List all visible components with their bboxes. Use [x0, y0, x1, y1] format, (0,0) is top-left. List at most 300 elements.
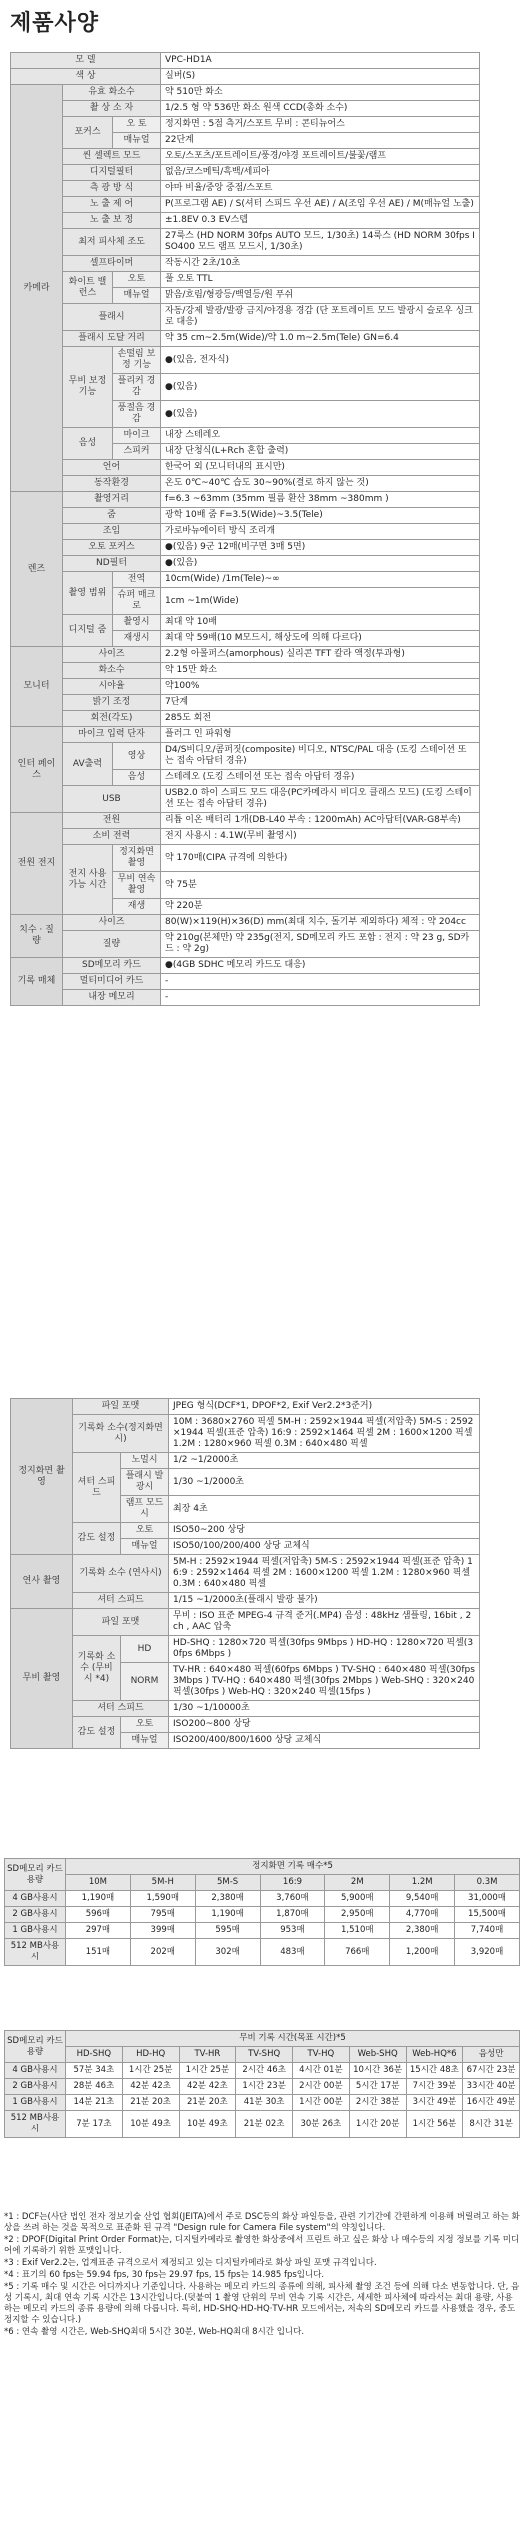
table-cell: 2,950매: [325, 1907, 390, 1923]
item-label: 화소수: [63, 663, 161, 679]
spec-row: [11, 931, 480, 958]
item-value: 1/30 ~1/10000초: [169, 1701, 480, 1717]
table-cell: 595매: [195, 1923, 260, 1939]
item-label: 셀프타이머: [63, 256, 161, 272]
item-value: f=6.3 ~63mm (35mm 필름 환산 38mm ~380mm ): [161, 492, 480, 508]
table-cell: 41분 30초: [236, 2095, 293, 2111]
table-cell: 1,200매: [390, 1939, 455, 1966]
table-cell: 15시간 48초: [406, 2063, 463, 2079]
corner-cell: SD메모리 카드 용량: [5, 1859, 66, 1891]
table-cell: 1,590매: [130, 1891, 195, 1907]
sub-label: 정지화면 촬영: [113, 845, 161, 872]
item-value: 스테레오 (도킹 스테이션 또는 접속 아답터 경유): [161, 770, 480, 786]
table-row: [5, 2063, 520, 2079]
spec-row: [11, 165, 480, 181]
table-cell: 1시간 23분: [236, 2079, 293, 2095]
spec-row: [11, 813, 480, 829]
spec-row: [11, 476, 480, 492]
item-value: 실버(S): [161, 69, 480, 85]
item-label: 감도 설정: [73, 1523, 121, 1555]
item-label: 회전(각도): [63, 711, 161, 727]
item-value: 광학 10배 줌 F=3.5(Wide)~3.5(Tele): [161, 508, 480, 524]
item-value: 자동/강제 발광/발광 금지/야경용 경감 (단 포트레이트 모드 발광시 슬로우 싱크로 대응): [161, 304, 480, 331]
table-cell: 1,190매: [66, 1891, 131, 1907]
item-value: 가로바뉴에이터 방식 조리개: [161, 524, 480, 540]
spec-row: [11, 845, 480, 872]
table-cell: 2,380매: [195, 1891, 260, 1907]
item-value: 285도 회전: [161, 711, 480, 727]
group-label: 인터 페이스: [11, 727, 63, 813]
item-label: 촬영거리: [63, 492, 161, 508]
table-cell: 302매: [195, 1939, 260, 1966]
group-header: 무비 기록 시간(목표 시간)*5: [66, 2031, 520, 2047]
table-cell: 5,900매: [325, 1891, 390, 1907]
item-value: 약 510만 화소: [161, 85, 480, 101]
table-cell: 7시간 39분: [406, 2079, 463, 2095]
sub-label: 플래시 발광시: [121, 1469, 169, 1496]
item-value: ●(있음): [161, 401, 480, 428]
table-row: [5, 2111, 520, 2138]
spec-row: [11, 1453, 480, 1469]
item-value: 1cm ~1m(Wide): [161, 588, 480, 615]
item-label: 언어: [63, 460, 161, 476]
item-label: 기록화 소수 (연사시): [73, 1555, 169, 1593]
row-header: 512 MB사용시: [5, 2111, 66, 2138]
column-header: TV-HQ: [293, 2047, 350, 2063]
item-value: ●(있음): [161, 556, 480, 572]
item-value: 약100%: [161, 679, 480, 695]
table-row: [5, 1907, 520, 1923]
spec-row: [11, 1636, 480, 1663]
item-value: 내장 단청식(L+Rch 혼합 출력): [161, 444, 480, 460]
column-header: HD-SHQ: [66, 2047, 123, 2063]
item-value: 최대 약 59배(10 M모드시, 해상도에 의해 다르다): [161, 631, 480, 647]
item-value: 플러그 인 파워형: [161, 727, 480, 743]
item-value: ●(4GB SDHC 메모리 카드도 대응): [161, 958, 480, 974]
item-value: HD-SHQ : 1280×720 픽셀(30fps 9Mbps ) HD-HQ : 1280×720 픽셀(30fps 6Mbps ): [169, 1636, 480, 1663]
corner-cell: SD메모리 카드 용량: [5, 2031, 66, 2063]
footnote: *5 : 기록 매수 및 시간은 어디까지나 기준입니다. 사용하는 메모리 카드의 종류에 의해, 피사체 촬영 조건 등에 의해 다소 변동합니다. 단, 음성 기록시, 최대 연속 기록 시간은 13시간입니다.(덧붙여 1 촬영 단위의 무비 연속 기록 시간은, 세세한 피사체에 따라서는 최대 용량, 사용하는 메모리 카드의 종류 용량에 의해 다릅니다. 특히, HD-SHQ·HD-HQ·TV-HR 모드에서는, 저속의 SD메모리 카드를 사용했을 경우, 중도 정지할 수 있습니다.): [4, 2282, 520, 2325]
group-label: 정지화면 촬영: [11, 1399, 73, 1555]
item-label: 색 상: [11, 69, 161, 85]
row-header: 512 MB사용시: [5, 1939, 66, 1966]
item-value: 약 15만 화소: [161, 663, 480, 679]
item-value: P(프로그램 AE) / S(셔터 스피드 우선 AE) / A(조임 우선 AE) / M(매뉴얼 노출): [161, 197, 480, 213]
footnote: *2 : DPOF(Digital Print Order Format)는, 디지털카메라로 촬영한 화상중에서 프린트 하고 싶은 화상 나 매수등의 지정 정보를 기록 미디어에 기록하기 위한 포맷입니다.: [4, 2235, 520, 2256]
table-cell: 1시간 56분: [406, 2111, 463, 2138]
item-label: 최저 피사체 조도: [63, 229, 161, 256]
spec-row: [11, 272, 480, 288]
item-value: 1/30 ~1/2000초: [169, 1469, 480, 1496]
item-label: 파일 포맷: [73, 1399, 169, 1415]
spec-row: [11, 679, 480, 695]
group-header: 정지화면 기록 매수*5: [66, 1859, 520, 1875]
item-label: 디지털필터: [63, 165, 161, 181]
table-cell: 9,540매: [390, 1891, 455, 1907]
item-value: 1/2 ~1/2000초: [169, 1453, 480, 1469]
table-cell: 42분 42초: [122, 2079, 179, 2095]
item-value: 7단계: [161, 695, 480, 711]
table-cell: 14분 21초: [66, 2095, 123, 2111]
column-header: HD-HQ: [122, 2047, 179, 2063]
table-cell: 795매: [130, 1907, 195, 1923]
item-label: 파일 포맷: [73, 1609, 169, 1636]
table-cell: 1시간 20분: [349, 2111, 406, 2138]
sub-label: 오토: [113, 272, 161, 288]
spec-row: [11, 1523, 480, 1539]
item-value: 22단계: [161, 133, 480, 149]
item-label: 전원: [63, 813, 161, 829]
table-cell: 297매: [66, 1923, 131, 1939]
sub-label: 손떨림 보정 기능: [113, 347, 161, 374]
spec-row: [11, 1399, 480, 1415]
table-cell: 1,190매: [195, 1907, 260, 1923]
item-value: 80(W)×119(H)×36(D) mm(최대 치수, 돌기부 제외하다) 체적 : 약 204cc: [161, 915, 480, 931]
spec-row: [11, 69, 480, 85]
column-header: 0.3M: [455, 1875, 520, 1891]
table-cell: 1시간 00분: [293, 2095, 350, 2111]
sub-label: 스피커: [113, 444, 161, 460]
spec-row: [11, 1593, 480, 1609]
spec-row: [11, 428, 480, 444]
item-label: 사이즈: [63, 647, 161, 663]
item-value: 약 35 cm~2.5m(Wide)/약 1.0 m~2.5m(Tele) GN=6.4: [161, 331, 480, 347]
item-value: 1/15 ~1/2000초(플래시 발광 불가): [169, 1593, 480, 1609]
item-value: 5M-H : 2592×1944 픽셀(저압축) 5M-S : 2592×1944 픽셀(표준 압축) 16:9 : 2592×1464 픽셀 2M : 1600×1200 픽셀 1.2M : 1280×960 픽셀 0.3M : 640×480 픽셀: [169, 1555, 480, 1593]
column-header: Web-SHQ: [349, 2047, 406, 2063]
column-header: 10M: [66, 1875, 131, 1891]
spec-row: [11, 1609, 480, 1636]
table-row: [5, 2095, 520, 2111]
item-label: 사이즈: [63, 915, 161, 931]
spec-row: [11, 540, 480, 556]
sub-label: NORM: [121, 1663, 169, 1701]
item-value: 최대 약 10배: [161, 615, 480, 631]
table-cell: 2,380매: [390, 1923, 455, 1939]
table-cell: 399매: [130, 1923, 195, 1939]
item-value: 리튬 이온 배터리 1개(DB-L40 부속 : 1200mAh) AC아답터(VAR-G8부속): [161, 813, 480, 829]
item-label: 내장 메모리: [63, 990, 161, 1006]
item-value: 약 220분: [161, 899, 480, 915]
spec-row: [11, 572, 480, 588]
sub-label: 매뉴얼: [113, 288, 161, 304]
spec-row: [11, 229, 480, 256]
sub-label: 마이크: [113, 428, 161, 444]
group-label: 연사 촬영: [11, 1555, 73, 1609]
spec-row: [11, 197, 480, 213]
item-label: 동작환경: [63, 476, 161, 492]
table-row: [5, 1891, 520, 1907]
item-value: 약 170매(CIPA 규격에 의한다): [161, 845, 480, 872]
item-value: ±1.8EV 0.3 EV스텝: [161, 213, 480, 229]
group-label: 모니터: [11, 647, 63, 727]
item-value: -: [161, 974, 480, 990]
item-value: 27룩스 (HD NORM 30fps AUTO 모드, 1/30초) 14룩스 (HD NORM 30fps ISO400 모드 램프 모드시, 1/30초): [161, 229, 480, 256]
table-cell: 10분 49초: [179, 2111, 236, 2138]
footnote: *4 : 표기의 60 fps는 59.94 fps, 30 fps는 29.97 fps, 15 fps는 14.985 fps입니다.: [4, 2270, 325, 2280]
table-row: [5, 1923, 520, 1939]
spec-row: [11, 213, 480, 229]
item-label: 오토 포커스: [63, 540, 161, 556]
spec-row: [11, 256, 480, 272]
table-cell: 4,770매: [390, 1907, 455, 1923]
item-label: 시야율: [63, 679, 161, 695]
item-label: 화이트 밸런스: [63, 272, 113, 304]
column-header: 5M-S: [195, 1875, 260, 1891]
spec-row: [11, 492, 480, 508]
table-cell: 5시간 17분: [349, 2079, 406, 2095]
sub-label: 오 토: [113, 117, 161, 133]
item-value: 없음/코스메틱/흑백/세피아: [161, 165, 480, 181]
item-value: ●(있음) 9군 12매(비구면 3매 5면): [161, 540, 480, 556]
item-label: 질량: [63, 931, 161, 958]
item-label: 플래시 도달 거리: [63, 331, 161, 347]
item-label: 무비 보정 기능: [63, 347, 113, 428]
table-cell: 28분 46초: [66, 2079, 123, 2095]
item-value: ●(있음, 전자식): [161, 347, 480, 374]
table-cell: 42분 42초: [179, 2079, 236, 2095]
footnote: *3 : Exif Ver2.2는, 업계표준 규격으로서 제정되고 있는 디지털카메라로 화상 파일 포맷 규격입니다.: [4, 2258, 377, 2268]
table-cell: 21분 20초: [179, 2095, 236, 2111]
spec-row: [11, 149, 480, 165]
page-title: 제품사양: [10, 11, 100, 36]
item-value: 온도 0℃~40℃ 습도 30~90%(결로 하지 않는 것): [161, 476, 480, 492]
spec-row: [11, 508, 480, 524]
column-header: 1.2M: [390, 1875, 455, 1891]
sub-label: 슈퍼 매크로: [113, 588, 161, 615]
table-cell: 151매: [66, 1939, 131, 1966]
table-cell: 10시간 36분: [349, 2063, 406, 2079]
item-value: 오토/스포츠/포트레이트/풍경/야경 포트레이트/불꽃/램프: [161, 149, 480, 165]
item-value: ISO50/100/200/400 상당 교체식: [169, 1539, 480, 1555]
table-cell: 15,500매: [455, 1907, 520, 1923]
column-header: Web-HQ*6: [406, 2047, 463, 2063]
table-cell: 766매: [325, 1939, 390, 1966]
spec-row: [11, 347, 480, 374]
item-value: ISO200~800 상당: [169, 1717, 480, 1733]
spec-row: [11, 974, 480, 990]
table-cell: 1,870매: [260, 1907, 325, 1923]
item-value: 정지화면 : 5점 측거/스포트 무비 : 콘티뉴어스: [161, 117, 480, 133]
item-value: 10cm(Wide) /1m(Tele)~∞: [161, 572, 480, 588]
spec-row: [11, 1717, 480, 1733]
table-cell: 202매: [130, 1939, 195, 1966]
table-cell: 57분 34초: [66, 2063, 123, 2079]
sub-label: 전역: [113, 572, 161, 588]
item-label: SD메모리 카드: [63, 958, 161, 974]
item-label: USB: [63, 786, 161, 813]
item-value: 2.2형 아몰퍼스(amorphous) 실리콘 TFT 칼라 액정(투과형): [161, 647, 480, 663]
table-cell: 596매: [66, 1907, 131, 1923]
item-value: 야마 비율/중앙 중점/스포트: [161, 181, 480, 197]
column-header: 2M: [325, 1875, 390, 1891]
spec-row: [11, 663, 480, 679]
column-header: 음성만: [463, 2047, 520, 2063]
item-label: 셔터 스피드: [73, 1701, 169, 1717]
spec-row: [11, 181, 480, 197]
table-cell: 7,740매: [455, 1923, 520, 1939]
item-label: 기록화 소수(정지화면시): [73, 1415, 169, 1453]
item-value: ISO50~200 상당: [169, 1523, 480, 1539]
item-value: JPEG 형식(DCF*1, DPOF*2, Exif Ver2.2*3준거): [169, 1399, 480, 1415]
spec-row: [11, 711, 480, 727]
table-cell: 3,760매: [260, 1891, 325, 1907]
table-cell: 3시간 49분: [406, 2095, 463, 2111]
spec-row: [11, 117, 480, 133]
item-label: 기록화 소수 (무비시 *4): [73, 1636, 121, 1701]
item-label: 포커스: [63, 117, 113, 149]
sub-label: 오토: [121, 1523, 169, 1539]
spec-row: [11, 958, 480, 974]
sub-label: 매뉴얼: [113, 133, 161, 149]
item-label: 밝기 조정: [63, 695, 161, 711]
group-label: 치수 · 질량: [11, 915, 63, 958]
spec-row: [11, 727, 480, 743]
item-value: 풀 오토 TTL: [161, 272, 480, 288]
item-label: 셔터 스피드: [73, 1453, 121, 1523]
item-label: ND필터: [63, 556, 161, 572]
item-value: 작동시간 2초/10초: [161, 256, 480, 272]
footnote: *1 : DCF는(사단 법인 전자 정보기술 산업 협회(JEITA)에서 주로 DSC등의 화상 파일등을, 관련 기기간에 간편하게 이용해 버릴려고 하는 화상을 쓰려 하는 것을 목적으로 표준화 된 규격 "Design rule for Camera File system"의 약칭입니다.: [4, 2212, 520, 2233]
sub-label: 무비 연속 촬영: [113, 872, 161, 899]
item-value: 최장 4초: [169, 1496, 480, 1523]
sub-label: 재생시: [113, 631, 161, 647]
item-label: 모 델: [11, 53, 161, 69]
table-cell: 2시간 46초: [236, 2063, 293, 2079]
table-cell: 31,000매: [455, 1891, 520, 1907]
table-cell: 33시간 40분: [463, 2079, 520, 2095]
item-label: 측 광 방 식: [63, 181, 161, 197]
spec-row: [11, 460, 480, 476]
item-label: 촬영 범위: [63, 572, 113, 615]
table-cell: 67시간 23분: [463, 2063, 520, 2079]
item-label: 줌: [63, 508, 161, 524]
item-value: 맑음/흐림/형광등/백열등/원 푸쉬: [161, 288, 480, 304]
spec-row: [11, 53, 480, 69]
spec-row: [11, 990, 480, 1006]
table-cell: 3,920매: [455, 1939, 520, 1966]
item-label: 마이크 입력 단자: [63, 727, 161, 743]
item-label: 음성: [63, 428, 113, 460]
item-label: 전지 사용 가능 시간: [63, 845, 113, 915]
sub-label: 노멀시: [121, 1453, 169, 1469]
item-value: 내장 스테레오: [161, 428, 480, 444]
item-value: 전지 사용시 : 4.1W(무비 촬영시): [161, 829, 480, 845]
item-value: 약 75분: [161, 872, 480, 899]
spec-row: [11, 829, 480, 845]
item-label: 감도 설정: [73, 1717, 121, 1749]
item-label: 소비 전력: [63, 829, 161, 845]
movie-capacity-table: [4, 2030, 520, 2138]
row-header: 2 GB사용시: [5, 1907, 66, 1923]
table-cell: 1,510매: [325, 1923, 390, 1939]
table-cell: 30분 26초: [293, 2111, 350, 2138]
sub-label: 영상: [113, 743, 161, 770]
item-label: 디지털 줌: [63, 615, 113, 647]
item-value: D4/S비디오/콤퍼짓(composite) 비디오, NTSC/PAL 대응 (도킹 스테이션 또는 접속 아답터 경유): [161, 743, 480, 770]
item-label: 셔터 스피드: [73, 1593, 169, 1609]
spec-row: [11, 1701, 480, 1717]
table-cell: 21분 02초: [236, 2111, 293, 2138]
item-label: 조임: [63, 524, 161, 540]
spec-row: [11, 304, 480, 331]
item-value: ISO200/400/800/1600 상당 교체식: [169, 1733, 480, 1749]
column-header: 5M-H: [130, 1875, 195, 1891]
still-capacity-table: [4, 1858, 520, 1966]
row-header: 2 GB사용시: [5, 2079, 66, 2095]
group-label: 무비 촬영: [11, 1609, 73, 1749]
sub-label: 플리커 경감: [113, 374, 161, 401]
table-cell: 16시간 49분: [463, 2095, 520, 2111]
row-header: 1 GB사용시: [5, 1923, 66, 1939]
group-label: 기록 매체: [11, 958, 63, 1006]
item-label: 유효 화소수: [63, 85, 161, 101]
spec-row: [11, 743, 480, 770]
spec-row: [11, 524, 480, 540]
item-label: 플래시: [63, 304, 161, 331]
group-label: 전원 전지: [11, 813, 63, 915]
spec-row: [11, 1415, 480, 1453]
spec-row: [11, 331, 480, 347]
sub-label: 음성: [113, 770, 161, 786]
spec-row: [11, 101, 480, 117]
group-label: 카메라: [11, 85, 63, 492]
item-label: 노 출 제 어: [63, 197, 161, 213]
item-value: USB2.0 하이 스피드 모드 대응(PC카메라시 비디오 클래스 모드) (도킹 스테이션 또는 접속 아답터 경유): [161, 786, 480, 813]
table-cell: 953매: [260, 1923, 325, 1939]
table-cell: 7분 17초: [66, 2111, 123, 2138]
sub-label: 촬영시: [113, 615, 161, 631]
item-value: 약 210g(본체만) 약 235g(전지, SD메모리 카드 포함 : 전지 : 약 23 g, SD카드 : 약 2g): [161, 931, 480, 958]
spec-row: [11, 695, 480, 711]
sub-label: HD: [121, 1636, 169, 1663]
sub-label: 재생: [113, 899, 161, 915]
table-row: [5, 1939, 520, 1966]
sub-label: 매뉴얼: [121, 1539, 169, 1555]
row-header: 4 GB사용시: [5, 1891, 66, 1907]
item-value: TV-HR : 640×480 픽셀(60fps 6Mbps ) TV-SHQ : 640×480 픽셀(30fps 3Mbps ) TV-HQ : 640×480 픽셀(30fps 2Mbps ) Web-SHQ : 320×240 픽셀(30fps ) Web-HQ : 320×240 픽셀(15fps ): [169, 1663, 480, 1701]
row-header: 1 GB사용시: [5, 2095, 66, 2111]
spec-row: [11, 556, 480, 572]
shooting-spec-table: [10, 1398, 480, 1749]
column-header: TV-HR: [179, 2047, 236, 2063]
table-cell: 4시간 01분: [293, 2063, 350, 2079]
spec-row: [11, 1555, 480, 1593]
item-label: 노 출 보 정: [63, 213, 161, 229]
table-row: [5, 2079, 520, 2095]
row-header: 4 GB사용시: [5, 2063, 66, 2079]
table-cell: 2시간 38분: [349, 2095, 406, 2111]
item-value: 10M : 3680×2760 픽셀 5M-H : 2592×1944 픽셀(저압축) 5M-S : 2592×1944 픽셀(표준 압축) 16:9 : 2592×1464 픽셀 2M : 1600×1200 픽셀 1.2M : 1280×960 픽셀 0.3M : 640×480 픽셀: [169, 1415, 480, 1453]
item-label: 멀티미디어 카드: [63, 974, 161, 990]
footnote: *6 : 연속 촬영 시간은, Web-SHQ최대 5시간 30분, Web-HQ최대 8시간 입니다.: [4, 2327, 305, 2337]
item-value: ●(있음): [161, 374, 480, 401]
spec-row: [11, 915, 480, 931]
footnotes: [4, 2212, 520, 2339]
column-header: TV-SHQ: [236, 2047, 293, 2063]
sub-label: 풍절음 경감: [113, 401, 161, 428]
column-header: 16:9: [260, 1875, 325, 1891]
spec-row: [11, 615, 480, 631]
item-label: 촬 상 소 자: [63, 101, 161, 117]
item-label: 씬 셀렉트 모드: [63, 149, 161, 165]
table-cell: 2시간 00분: [293, 2079, 350, 2095]
table-cell: 1시간 25분: [122, 2063, 179, 2079]
spec-row: [11, 647, 480, 663]
spec-table: [10, 52, 480, 1006]
table-cell: 1시간 25분: [179, 2063, 236, 2079]
item-label: AV출력: [63, 743, 113, 786]
